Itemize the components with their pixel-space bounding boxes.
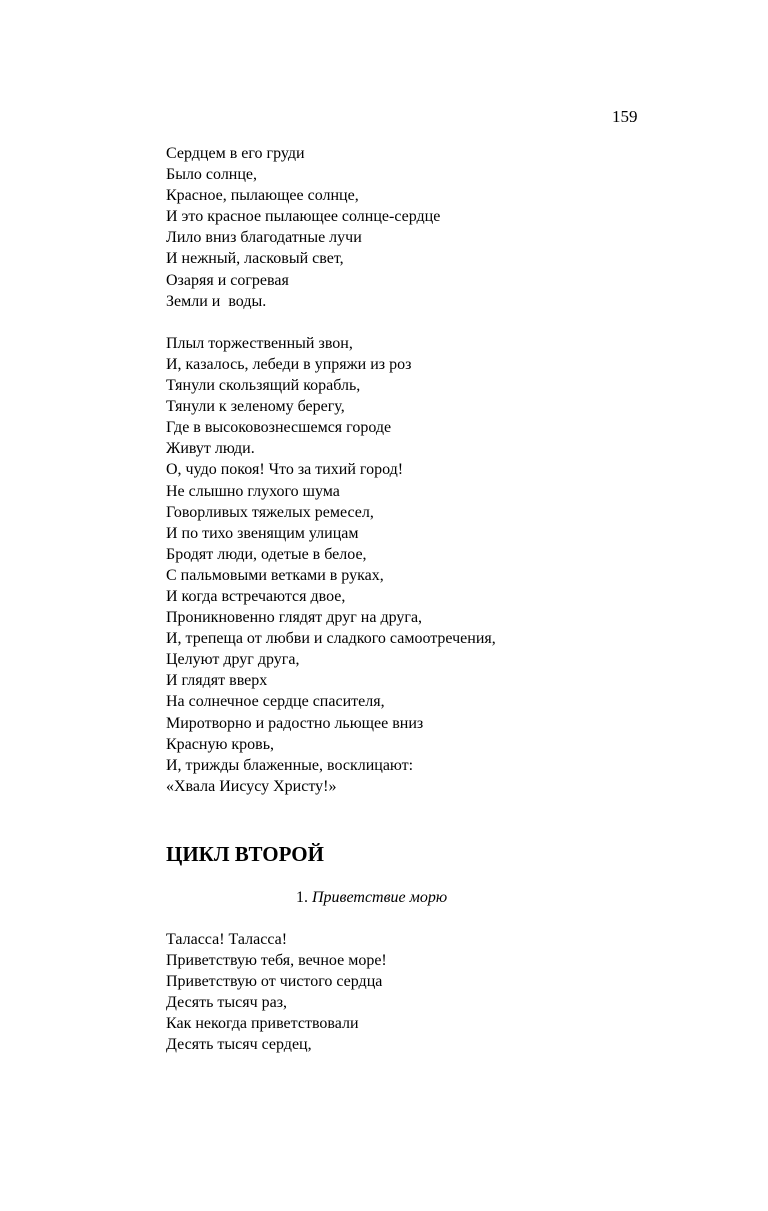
verse-line: И, трепеща от любви и сладкого самоотречения,: [166, 630, 496, 648]
verse-line: Красное, пылающее солнце,: [166, 187, 359, 205]
verse-line: Плыл торжественный звон,: [166, 334, 353, 352]
verse-line: «Хвала Иисусу Христу!»: [166, 777, 337, 795]
poem-start: [166, 929, 686, 1056]
poem-continuation: [166, 143, 686, 797]
verse-line: Приветствую тебя, вечное море!: [166, 952, 387, 970]
verse-line: Красную кровь,: [166, 735, 275, 753]
verse-line: Таласса! Таласса!: [166, 931, 288, 948]
verse-line: Десять тысяч раз,: [166, 994, 288, 1012]
stanza-2: [166, 333, 686, 797]
verse-line: О, чудо покоя! Что за тихий город!: [166, 461, 404, 479]
verse-line: Говорливых тяжелых ремесел,: [166, 503, 374, 521]
poem-title: [296, 887, 447, 908]
verse-line: И, трижды блаженные, восклицают:: [166, 756, 414, 774]
verse-line: И нежный, ласковый свет,: [166, 250, 344, 268]
verse-line: Десять тысяч сердец,: [166, 1036, 312, 1054]
verse-line: С пальмовыми ветками в руках,: [166, 566, 384, 584]
verse-line: Приветствую от чистого сердца: [166, 973, 383, 991]
verse-line: И, казалось, лебеди в упряжи из роз: [166, 355, 412, 373]
verse-line: И это красное пылающее солнце-сердце: [166, 208, 441, 226]
verse-line: Тянули к зеленому берегу,: [166, 398, 345, 416]
stanza-1: [166, 143, 686, 312]
page-number: 159: [612, 107, 638, 126]
verse-line: Проникновенно глядят друг на друга,: [166, 609, 423, 627]
verse-line: И когда встречаются двое,: [166, 587, 346, 605]
verse-line: И по тихо звенящим улицам: [166, 524, 359, 542]
verse-line: Целуют друг друга,: [166, 651, 300, 669]
verse-line: Живут люди.: [166, 440, 255, 458]
poem-title-text: Приветствие морю: [312, 889, 448, 906]
verse-line: Было солнце,: [166, 166, 258, 184]
verse-line: Где в высоковознесшемся городе: [166, 419, 392, 437]
stanza-3: [166, 929, 686, 1056]
section-heading: ЦИКЛ ВТОРОЙ: [166, 842, 324, 866]
verse-line: Земли и воды.: [166, 292, 267, 310]
verse-line: Сердцем в его груди: [166, 145, 305, 162]
verse-line: Не слышно глухого шума: [166, 482, 340, 500]
verse-line: Тянули скользящий корабль,: [166, 377, 361, 395]
verse-line: На солнечное сердце спасителя,: [166, 693, 385, 711]
poem-number: 1.: [296, 889, 308, 906]
verse-line: Лило вниз благодатные лучи: [166, 229, 362, 247]
verse-line: Озаряя и согревая: [166, 271, 289, 289]
verse-line: Как некогда приветствовали: [166, 1015, 359, 1033]
verse-line: И глядят вверх: [166, 672, 268, 690]
verse-line: Бродят люди, одетые в белое,: [166, 545, 367, 563]
stanza-gap: [166, 312, 686, 333]
verse-line: Миротворно и радостно льющее вниз: [166, 714, 424, 732]
